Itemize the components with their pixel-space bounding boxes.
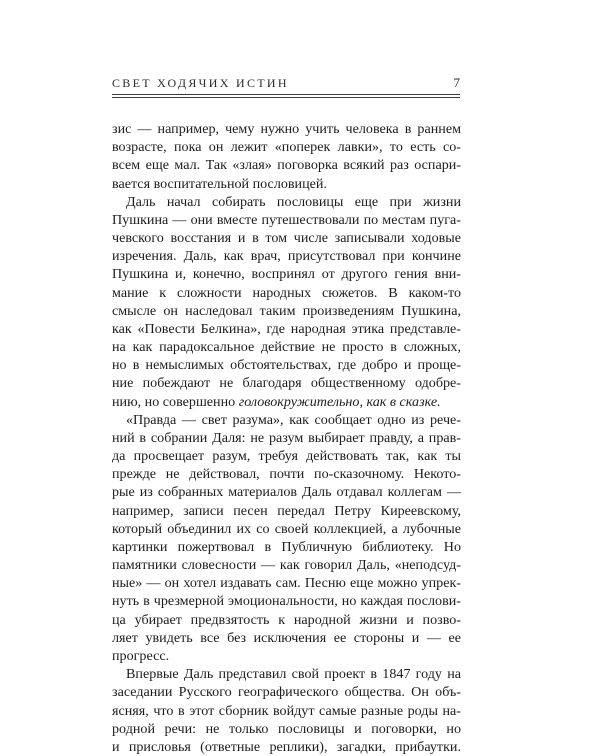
text-line: ясняя, что в этот сборник войдут самые разные роды на- [112, 702, 461, 719]
text-line: как «Повести Белкина», где народная этика представле- [112, 320, 461, 337]
text-line: вается воспитательной пословицей. [112, 175, 327, 192]
text-line: Впервые Даль представил свой проект в 1847 году на [126, 666, 461, 683]
text-line: ные» — он хотел издавать сам. Песню еще можно упрек- [112, 575, 461, 592]
text-line: но в немыслимых обстоятельствах, где добро и проще- [112, 357, 461, 374]
text-line: смысле он наследовал таким произведениям Пушкина, [112, 302, 461, 319]
text-line: мание к сложности народных сюжетов. В каком-то [112, 284, 461, 301]
text-line: и присловья (ответные реплики), загадки, прибаутки. [112, 738, 461, 755]
header-rule-bottom [112, 97, 460, 98]
running-head-title: СВЕТ ХОДЯЧИХ ИСТИН [112, 76, 289, 90]
body-text [112, 120, 461, 756]
text-line: Пушкина — они вместе путешествовали по местам пуга- [112, 211, 461, 228]
text-line: ляет увидеть все без исключения ее стороны и — ее [112, 629, 461, 646]
text-line: изречения. Даль, как врач, присутствовал при кончине [112, 248, 461, 265]
text-line: на как парадоксальное действие не просто в сложных, [112, 339, 461, 356]
text-line: «Правда — свет разума», как сообщает одно из рече- [126, 411, 461, 428]
text-line: ца убирает предвзятость к народной жизни и позво- [112, 611, 461, 628]
text-line: ние побеждают не благодаря общественному одобре- [112, 375, 461, 392]
header-rule-top [112, 94, 460, 95]
text-line: всем еще мал. Так «злая» поговорка всякий раз оспари- [112, 157, 461, 174]
text-line: возрасте, пока он лежит «поперек лавки», то есть со- [112, 139, 461, 156]
text-line: родной речи: не только пословицы и поговорки, но [112, 720, 461, 737]
text-line: да просвещает разум, требуя действовать так, как ты [112, 448, 461, 465]
text-line: Даль начал собирать пословицы еще при жизни [126, 193, 461, 210]
running-head [112, 74, 460, 94]
page-number: 7 [453, 75, 460, 90]
text-line: нию, но совершенно головокружительно, как в сказке. [112, 393, 441, 410]
text-line: чевского восстания и в том числе записывали ходовые [112, 230, 461, 247]
text-line: Пушкина и, конечно, воспринял от другого гения вни- [112, 266, 461, 283]
italic-phrase: головокружительно, как в сказке. [238, 393, 441, 410]
text-line: ний в собрании Даля: не разум выбирает правду, а прав- [112, 429, 461, 446]
text-line: картинки пожертвовал в Публичную библиотеку. Но [112, 538, 461, 555]
text-line: прежде не действовал, почти по-сказочному. Некото- [112, 466, 461, 483]
text-line: прогресс. [112, 647, 170, 664]
text-line: который объединил их со своей коллекцией, а лубочные [112, 520, 461, 537]
text-line: памятники словесности — как говорил Даль, «неподсуд- [112, 557, 461, 574]
text-line: зис — например, чему нужно учить человека в раннем [112, 121, 461, 137]
text-line: например, записи песен передал Петру Киреевскому, [112, 502, 461, 519]
text-line: заседании Русского географического общества. Он объ- [112, 684, 461, 701]
text-line: рые из собранных материалов Даль отдавал коллегам — [112, 484, 461, 501]
text-line: нуть в чрезмерной эмоциональности, но каждая послови- [112, 593, 461, 610]
